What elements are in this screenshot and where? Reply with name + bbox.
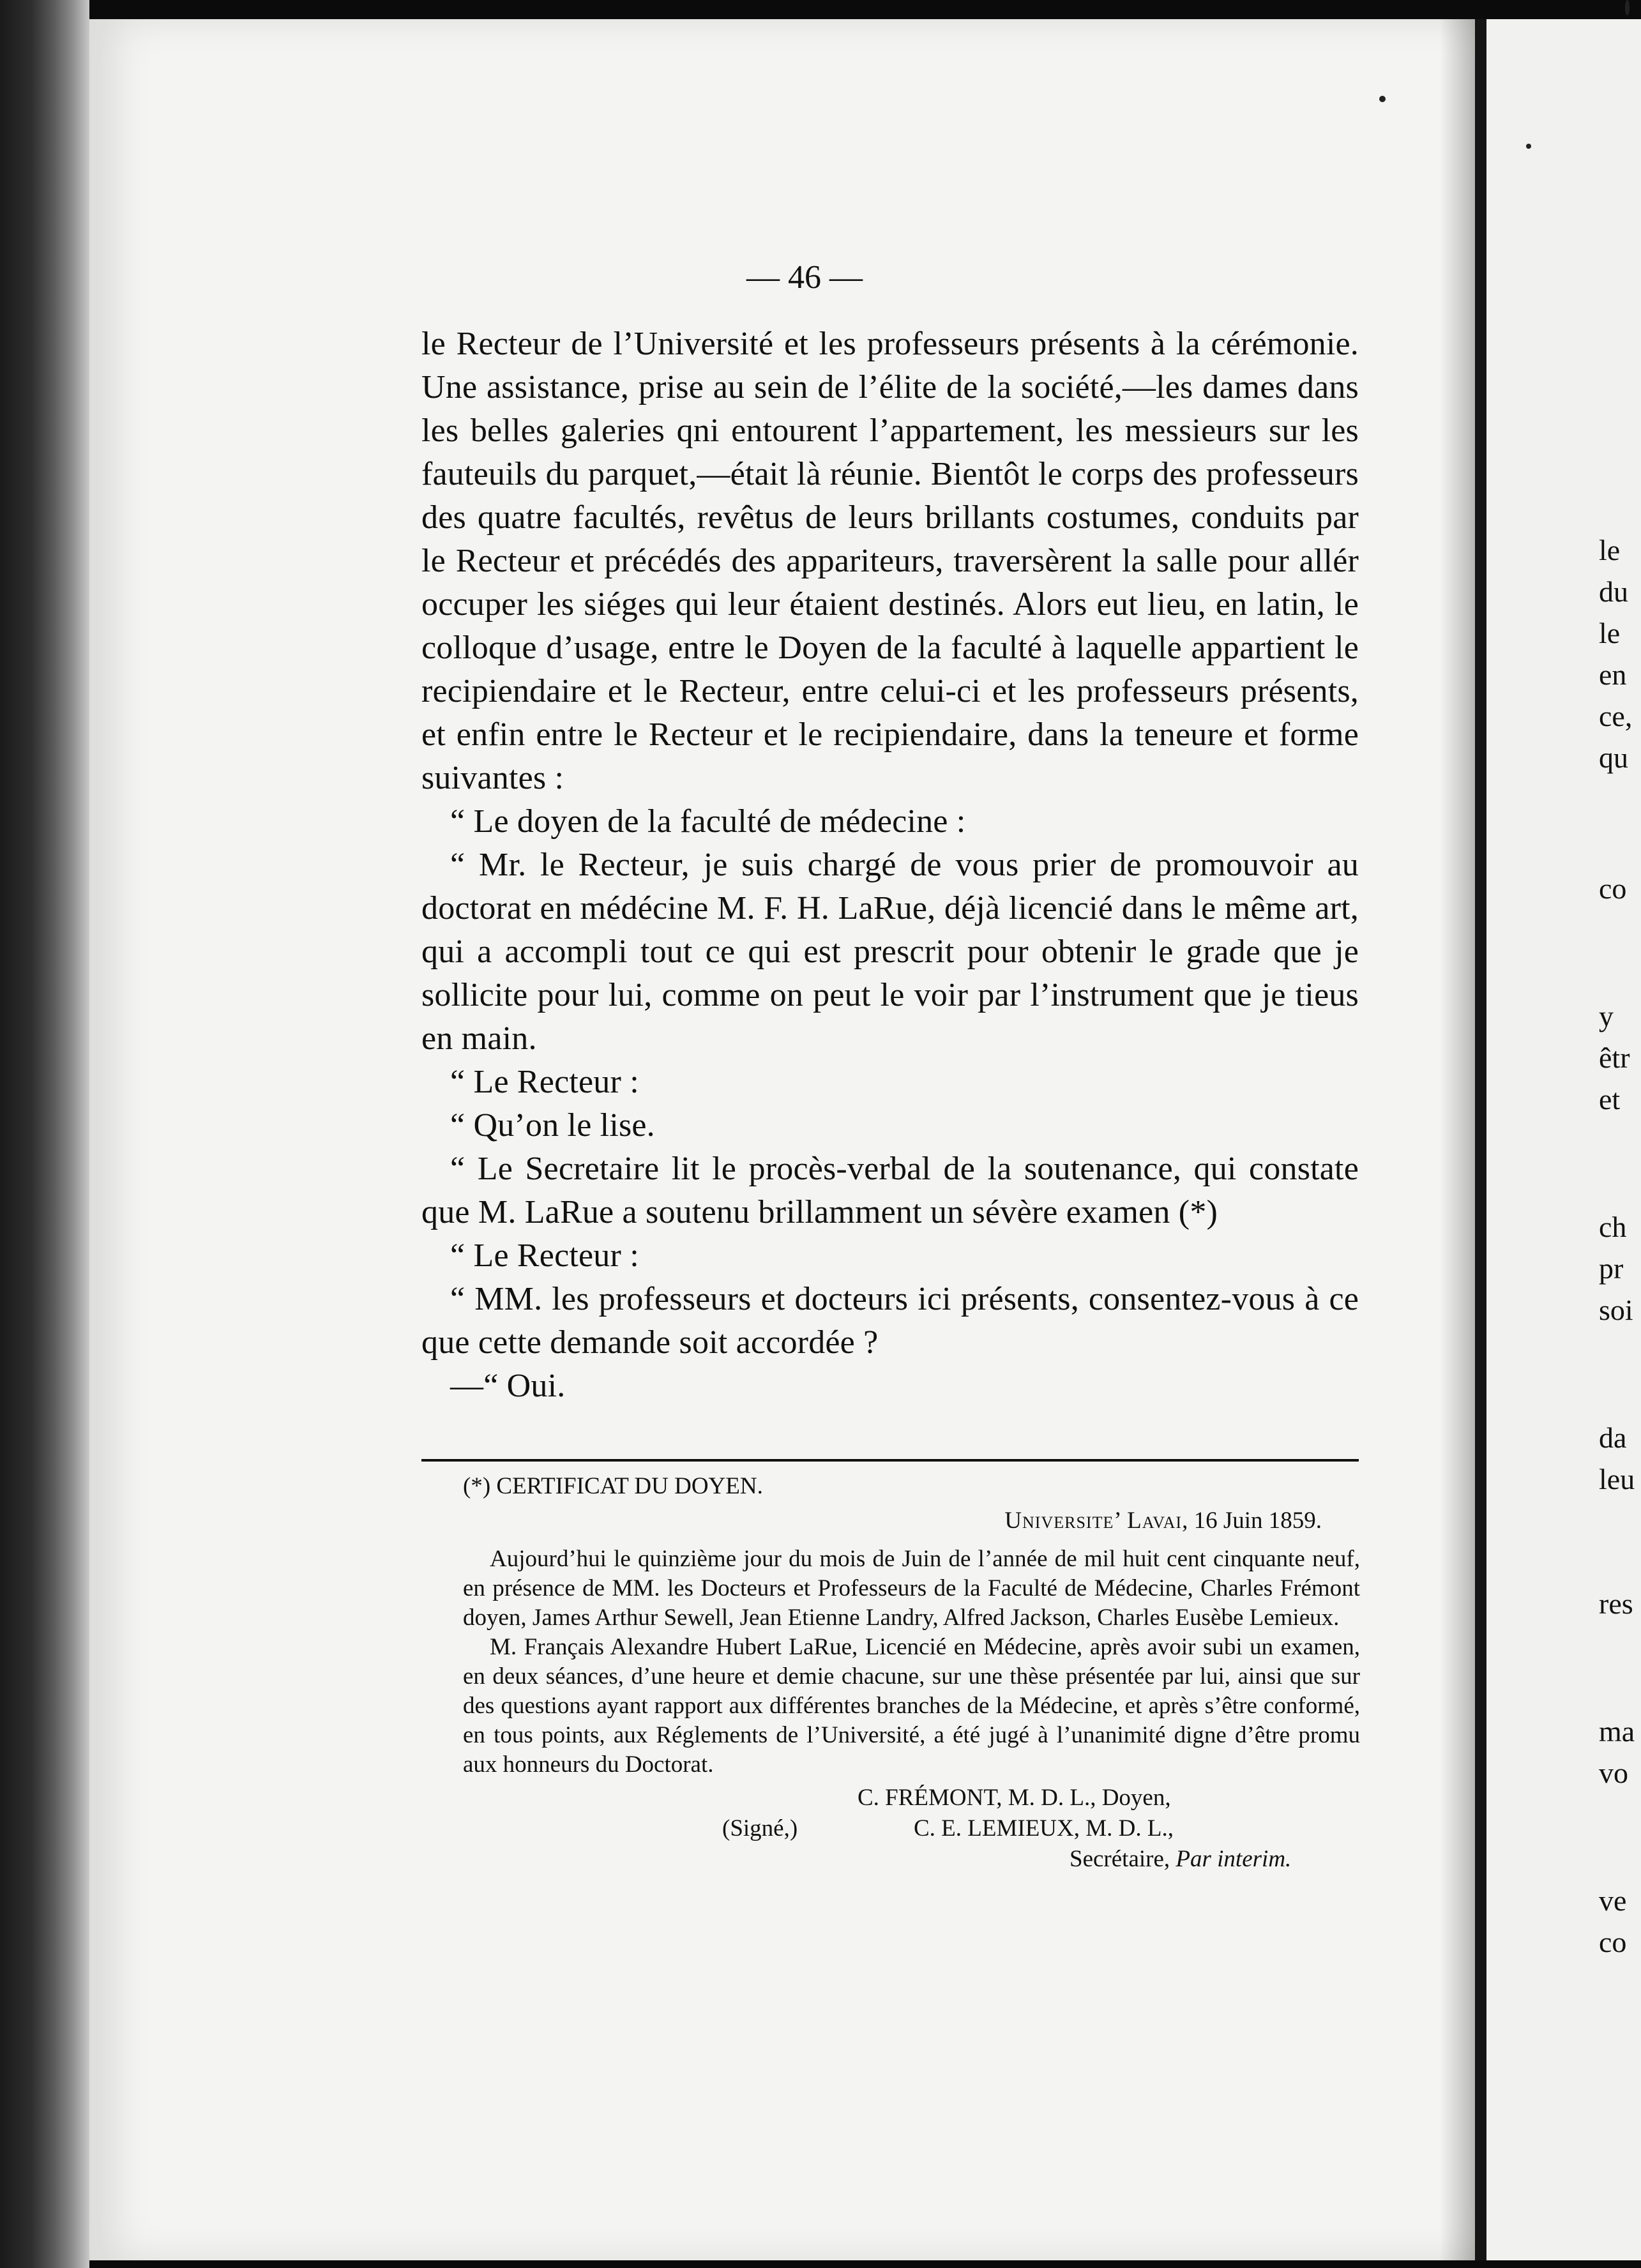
facing-text-fragment: vo bbox=[1599, 1757, 1628, 1789]
footnote-university: Universite’ Lavai bbox=[1004, 1508, 1183, 1534]
facing-text-fragment: le bbox=[1599, 534, 1621, 566]
facing-text-fragment: qu bbox=[1599, 741, 1628, 774]
facing-text-fragment: ve bbox=[1599, 1884, 1627, 1917]
footnote-paragraph: Aujourd’hui le quinzième jour du mois de Juin de l’année de mil huit cent cinquante neuf, en présence de MM. les Docteurs et Professeurs de la Faculté de Médecine, Charles Frémont doyen, James Arthur Sewell, Jean Etienne Landry, Alfred Jackson, Charles Eusèbe Lemieux. bbox=[463, 1546, 1360, 1631]
facing-text-fragment: êtr bbox=[1599, 1041, 1630, 1074]
facing-text-fragment: ma bbox=[1599, 1715, 1635, 1748]
facing-text-fragment: ch bbox=[1599, 1211, 1627, 1243]
footnote bbox=[463, 1472, 1360, 1889]
body-paragraph: “ Qu’on le lise. bbox=[450, 1107, 655, 1144]
footnote-paragraph: M. Français Alexandre Hubert LaRue, Licencié en Médecine, après avoir subi un examen, en deux séances, d’une heure et demie chacune, sur une thèse présentée par lui, ainsi que sur des questions ayant rapport aux différentes branches de la Médecine, et après s’être conformé, en tous points, aux Réglements de l’Université, a été jugé à l’unanimité digne d’être promu aux honneurs du Doctorat. bbox=[463, 1634, 1360, 1778]
signature-role-note: Par interim. bbox=[1176, 1846, 1292, 1872]
signed-mark: (Signé,) bbox=[722, 1815, 798, 1841]
facing-text-fragment: co bbox=[1599, 1926, 1627, 1958]
signature-role bbox=[1070, 1845, 1291, 1874]
page-gutter-shadow bbox=[1440, 19, 1475, 2260]
signature-doyen: C. FRÉMONT, M. D. L., Doyen, bbox=[858, 1785, 1171, 1811]
body-paragraph: “ MM. les professeurs et docteurs ici présents, consentez-vous à ce que cette demande soit accordée ? bbox=[421, 1281, 1359, 1361]
book-binding-edge bbox=[0, 0, 89, 2268]
page-number: — 46 — bbox=[746, 259, 863, 296]
footnote-heading: (*) CERTIFICAT DU DOYEN. bbox=[463, 1473, 763, 1499]
facing-text-fragment: co bbox=[1599, 872, 1627, 905]
body-paragraph: “ Le Recteur : bbox=[450, 1064, 639, 1100]
paper-speck bbox=[1625, 0, 1630, 15]
facing-text-fragment: du bbox=[1599, 575, 1628, 608]
facing-text-fragment: pr bbox=[1599, 1252, 1624, 1285]
facing-text-fragment: le bbox=[1599, 617, 1621, 649]
body-paragraph: “ Mr. le Recteur, je suis chargé de vous prier de promouvoir au doctorat en médécine M. F. H. LaRue, déjà licencié dans le même art, qui a accompli tout ce qui est prescrit pour obtenir le grade que je sollicite pour lui, comme on peut le voir par l’instrument que je tieus en main. bbox=[421, 847, 1359, 1057]
body-paragraph: le Recteur de l’Université et les professeurs présents à la cérémonie. Une assistance, prise au sein de l’élite de la société,—les dames dans les belles galeries qni entourent l’appartement, les messieurs sur les fauteuils du parquet,—était là réunie. Bientôt le corps des professeurs des quatre facultés, revêtus de leurs brillants costumes, conduits par le Recteur et précédés des appariteurs, traversèrent la salle pour allér occuper les siéges qui leur étaient destinés. Alors eut lieu, en latin, le colloque d’usage, entre le Doyen de la faculté à laquelle appartient le recipiendaire et le Recteur, entre celui-ci et les professeurs présents, et enfin entre le Recteur et le recipiendaire, dans la teneure et forme suivantes : bbox=[421, 326, 1359, 796]
signature-secretaire: C. E. LEMIEUX, M. D. L., bbox=[914, 1815, 1174, 1841]
facing-text-fragment: leu bbox=[1599, 1463, 1635, 1495]
footnote-divider bbox=[421, 1459, 1359, 1462]
facing-text-fragment: en bbox=[1599, 658, 1627, 691]
body-paragraph: “ Le Secretaire lit le procès-verbal de la soutenance, qui constate que M. LaRue a soutenu brillamment un sévère examen (*) bbox=[421, 1151, 1359, 1230]
signature-block bbox=[463, 1783, 1360, 1889]
facing-text-fragment: et bbox=[1599, 1083, 1621, 1115]
body-paragraph: “ Le doyen de la faculté de médecine : bbox=[450, 803, 966, 840]
facing-text-fragment: res bbox=[1599, 1587, 1633, 1620]
paper-speck bbox=[1379, 96, 1386, 102]
body-text bbox=[421, 322, 1359, 1408]
body-paragraph: —“ Oui. bbox=[450, 1368, 566, 1404]
footnote-date: , 16 Juin 1859. bbox=[1182, 1508, 1322, 1534]
body-paragraph: “ Le Recteur : bbox=[450, 1237, 639, 1274]
footnote-dateline bbox=[463, 1506, 1360, 1536]
facing-page-fragment bbox=[1475, 19, 1641, 2260]
facing-text-fragment: da bbox=[1599, 1421, 1627, 1454]
paper-speck bbox=[1526, 144, 1531, 149]
facing-text-fragment: y bbox=[1599, 1000, 1614, 1032]
signature-role-title: Secrétaire, bbox=[1070, 1846, 1170, 1872]
facing-text-fragment: ce, bbox=[1599, 700, 1633, 732]
facing-text-fragment: soi bbox=[1599, 1294, 1633, 1326]
